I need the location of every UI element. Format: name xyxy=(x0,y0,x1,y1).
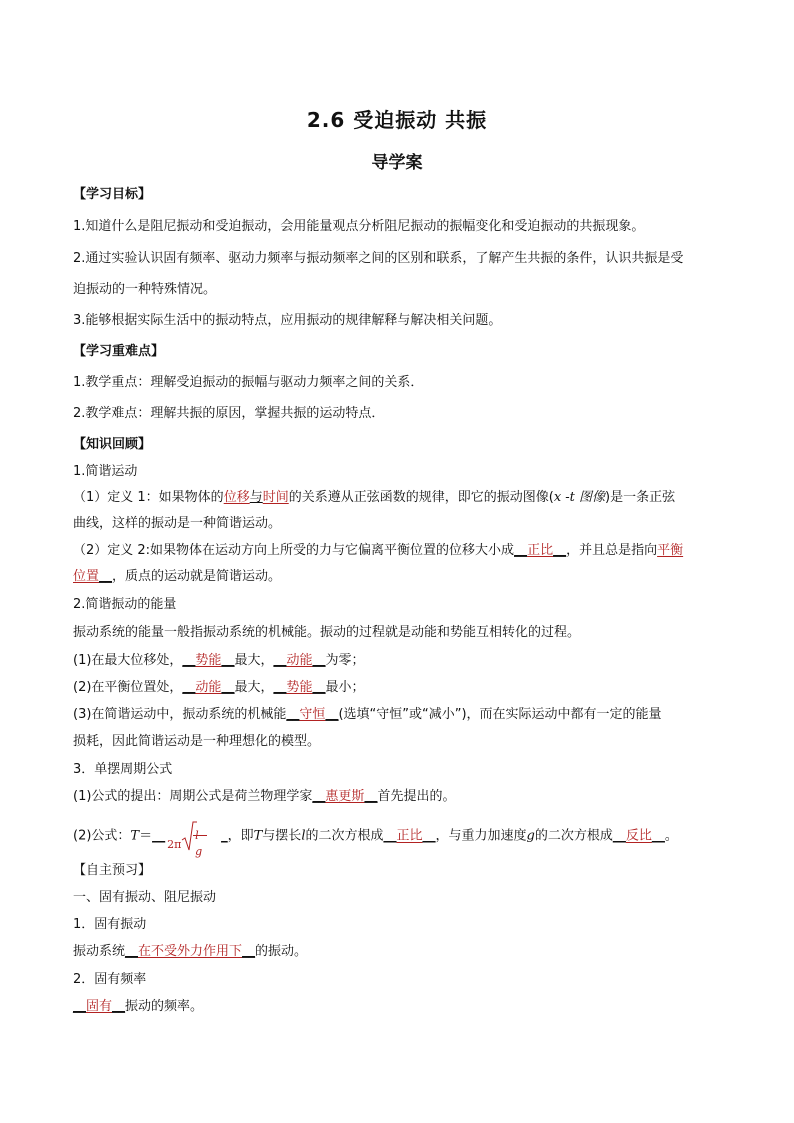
answer-blank: 位置 xyxy=(73,569,100,584)
definition-1-line: （1）定义 1：如果物体的位移与时间的关系遵从正弦函数的规律，即它的振动图像(x -t 图像)是一条正弦 xyxy=(73,490,676,505)
answer-blank: 正比 xyxy=(527,543,554,558)
preview-sub-1: 1．固有振动 xyxy=(73,917,147,932)
page-title: 2.6 受迫振动 共振 xyxy=(306,108,488,132)
energy-1: (1)在最大位移处，__势能__最大，__动能__为零； xyxy=(73,653,365,668)
review-sub-2: 2.简谐振动的能量 xyxy=(73,597,177,612)
period-formula-expression: 2π g xyxy=(167,820,219,852)
period-1: (1)公式的提出：周期公式是荷兰物理学家__惠更斯__首先提出的。 xyxy=(73,789,456,804)
answer-blank: 在不受外力作用下 xyxy=(138,944,243,959)
period-formula: (2)公式：T＝__ 2π g _，即T与摆长l的二次方根成__正比__，与重力加速度g的二次方根成__反比__。 xyxy=(73,820,733,852)
section-heading-keypoints: 【学习重难点】 xyxy=(73,344,165,359)
preview-sub-2: 2．固有频率 xyxy=(73,972,147,987)
preview-fill-2: __固有__振动的频率。 xyxy=(73,999,204,1014)
energy-3-cont: 损耗，因此简谐运动是一种理想化的模型。 xyxy=(73,734,321,749)
review-sub-3: 3．单摆周期公式 xyxy=(73,762,173,777)
answer-blank: 势能 xyxy=(195,653,222,668)
answer-blank: 平衡 xyxy=(657,543,684,558)
keypoint-1: 1.教学重点：理解受迫振动的振幅与驱动力频率之间的关系． xyxy=(73,375,424,390)
objective-2a: 2.通过实验认识固有频率、驱动力频率与振动频率之间的区别和联系，了解产生共振的条件，认识共振是受 xyxy=(73,251,684,266)
page-subtitle: 导学案 xyxy=(371,153,423,173)
objective-3: 3.能够根据实际生活中的振动特点，应用振动的规律解释与解决相关问题。 xyxy=(73,313,502,328)
review-sub-1: 1.简谐运动 xyxy=(73,464,138,479)
preview-fill-1: 振动系统__在不受外力作用下__的振动。 xyxy=(73,944,308,959)
preview-part-1: 一、固有振动、阻尼振动 xyxy=(73,890,217,905)
keypoint-2: 2.教学难点：理解共振的原因，掌握共振的运动特点． xyxy=(73,406,385,421)
answer-blank: 守恒 xyxy=(299,707,326,722)
answer-blank: 正比 xyxy=(396,828,423,844)
energy-2: (2)在平衡位置处，__动能__最大，__势能__最小； xyxy=(73,680,365,695)
answer-blank: 动能 xyxy=(286,653,313,668)
energy-3: (3)在简谐运动中，振动系统的机械能__守恒__(选填“守恒”或“减小”)，而在实际运动中都有一定的能量 xyxy=(73,707,662,722)
answer-blank: 位移 xyxy=(223,490,250,505)
energy-intro: 振动系统的能量一般指振动系统的机械能。振动的过程就是动能和势能互相转化的过程。 xyxy=(73,625,581,640)
definition-2-line: （2）定义 2:如果物体在运动方向上所受的力与它偏离平衡位置的位移大小成__正比__，并且总是指向平衡 xyxy=(73,543,684,558)
objective-2b: 迫振动的一种特殊情况。 xyxy=(73,282,217,297)
answer-blank: 固有 xyxy=(86,999,113,1014)
definition-1-cont: 曲线，这样的振动是一种简谐运动。 xyxy=(73,516,282,531)
answer-blank: 势能 xyxy=(286,680,313,695)
section-heading-objectives: 【学习目标】 xyxy=(73,187,152,202)
answer-blank: 时间 xyxy=(262,490,289,505)
answer-blank: 反比 xyxy=(625,828,652,844)
section-heading-review: 【知识回顾】 xyxy=(73,437,152,452)
answer-blank: 动能 xyxy=(195,680,222,695)
definition-2-cont: 位置__，质点的运动就是简谐运动。 xyxy=(73,569,282,584)
answer-blank: 惠更斯 xyxy=(325,789,365,804)
section-heading-preview: 【自主预习】 xyxy=(73,863,152,878)
objective-1: 1.知道什么是阻尼振动和受迫振动，会用能量观点分析阻尼振动的振幅变化和受迫振动的共振现象。 xyxy=(73,219,645,234)
